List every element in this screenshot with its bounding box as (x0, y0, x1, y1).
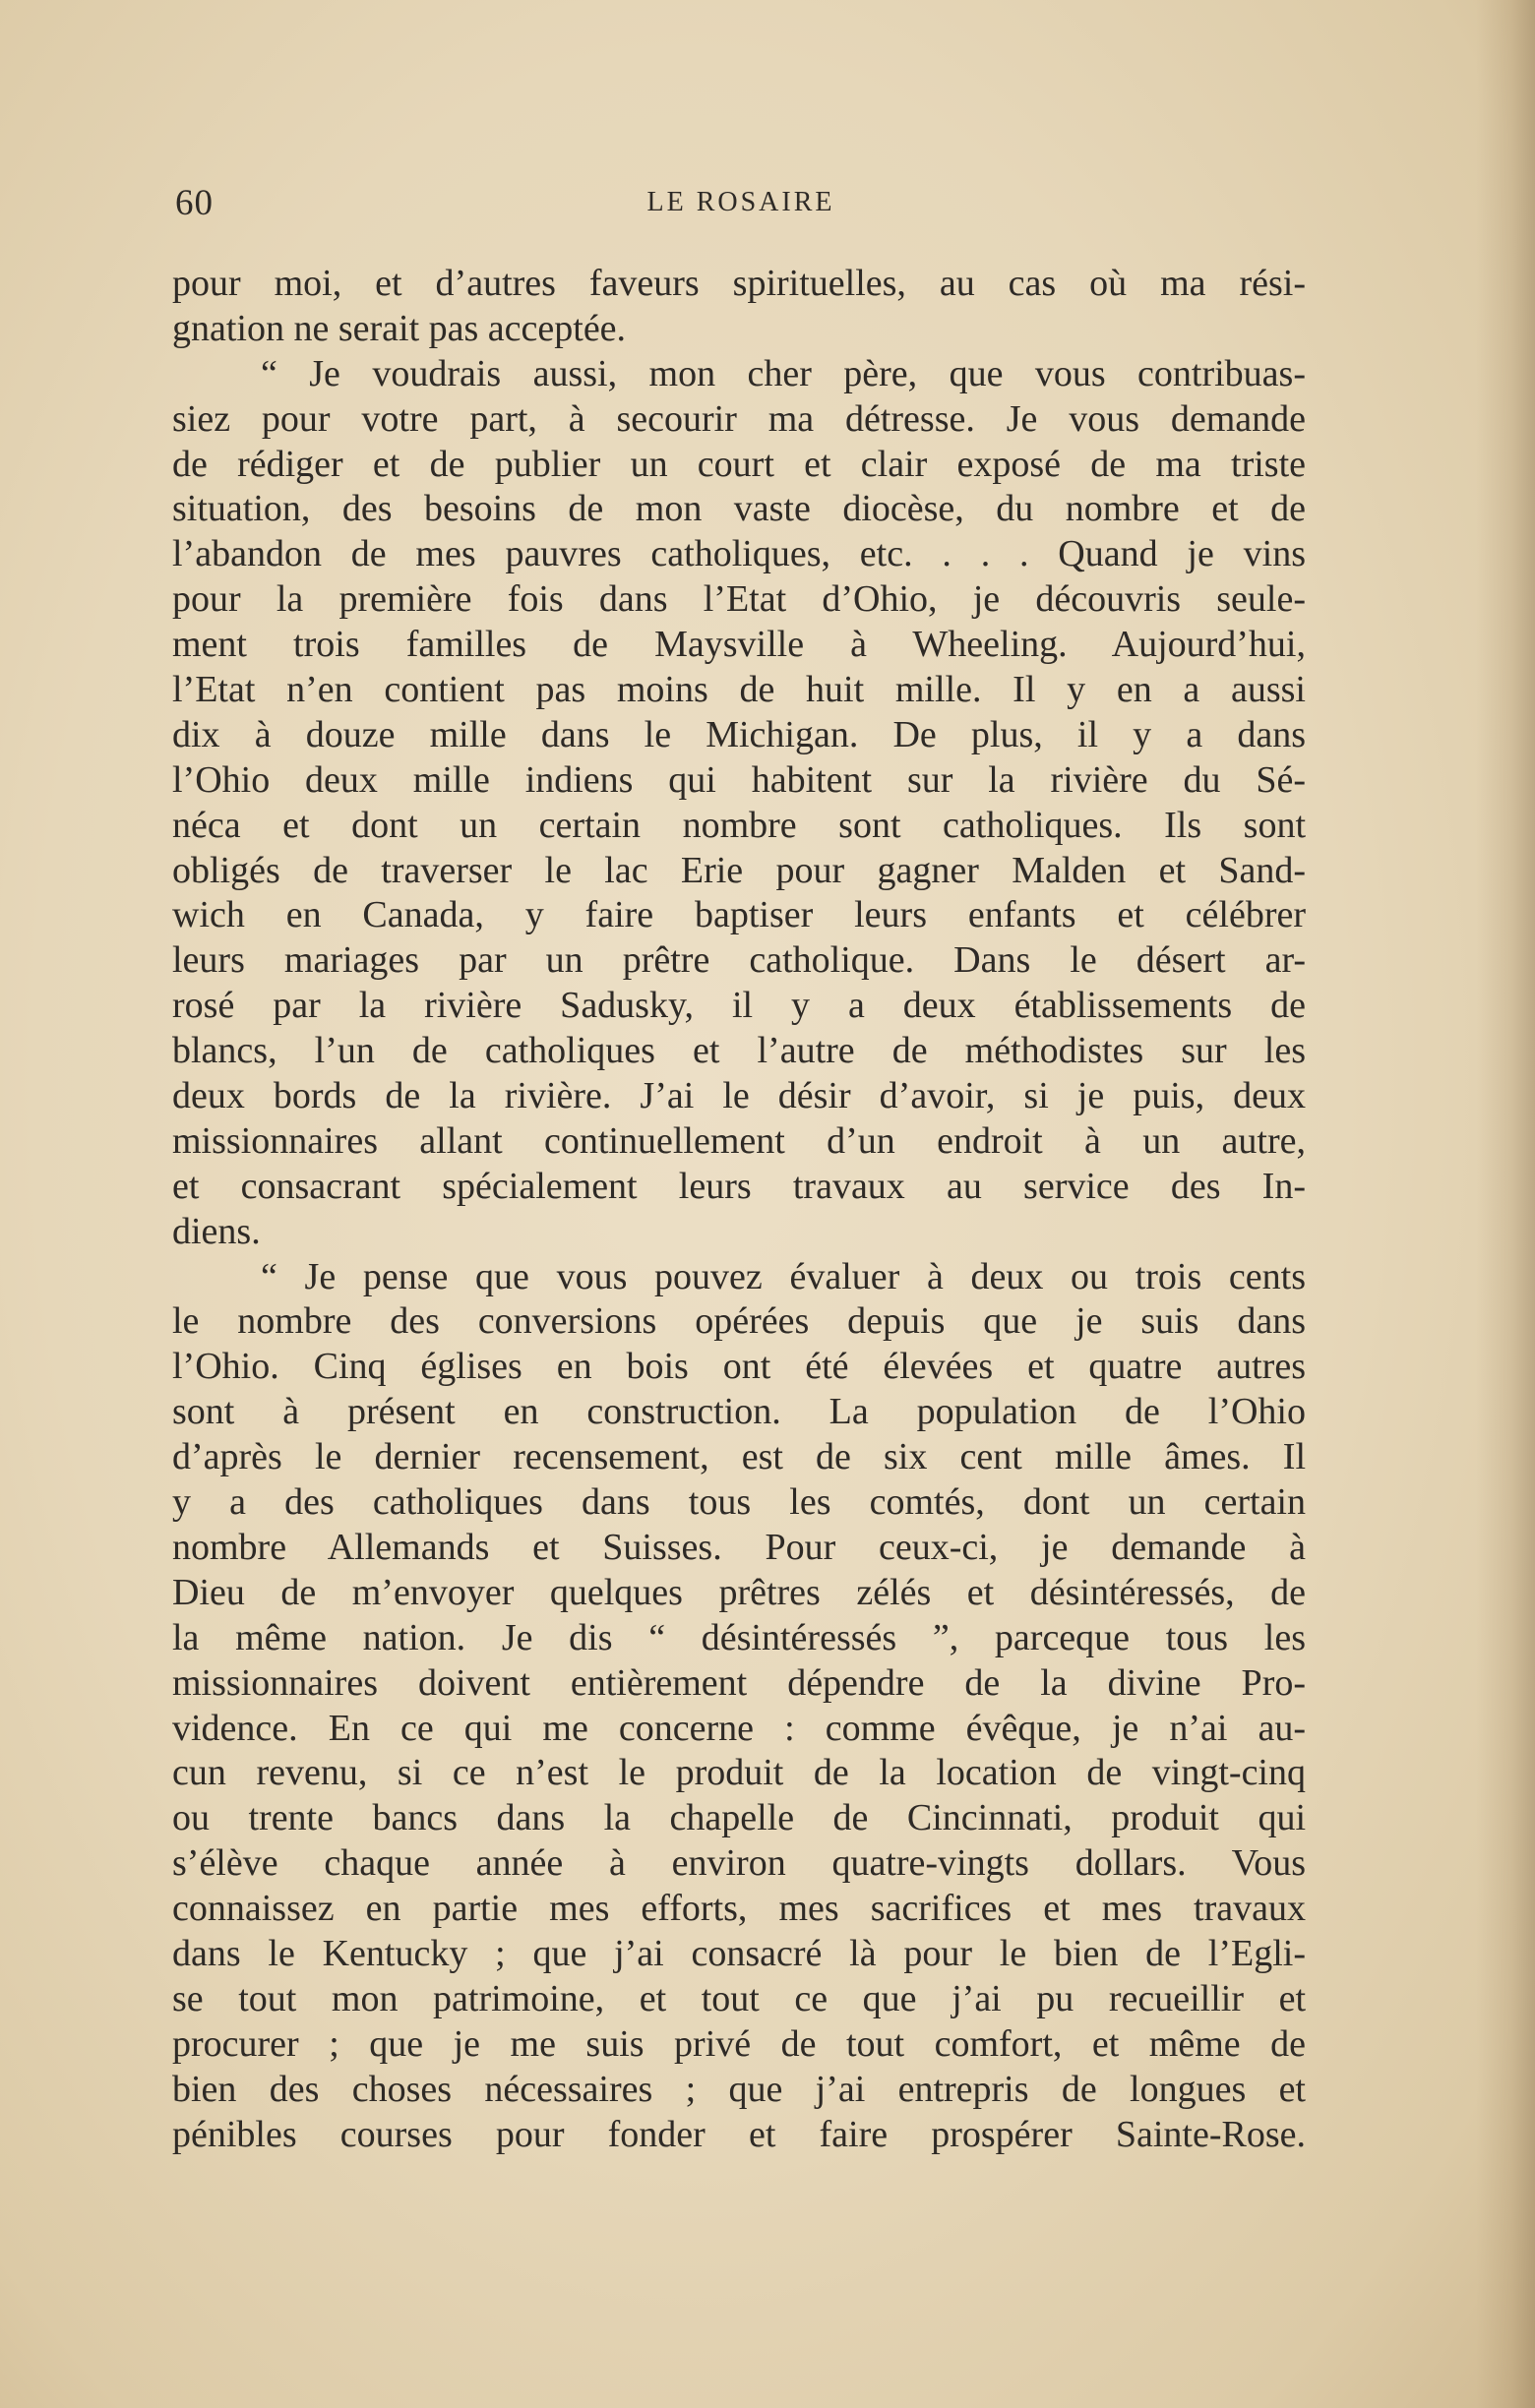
text-line: missionnaires doivent entièrement dépendre de la divine Pro- (172, 1661, 1306, 1704)
running-title: LE ROSAIRE (646, 187, 835, 217)
text-line: dix à douze mille dans le Michigan. De plus, il y a dans (172, 713, 1306, 755)
text-line: l’abandon de mes pauvres catholiques, etc. . . . Quand je vins (172, 533, 1306, 575)
text-line: vidence. En ce qui me concerne : comme évêque, je n’ai au- (172, 1707, 1306, 1749)
text-line: “ Je pense que vous pouvez évaluer à deux ou trois cents (261, 1255, 1306, 1297)
text-line: blancs, l’un de catholiques et l’autre de méthodistes sur les (172, 1030, 1306, 1072)
text-line: connaissez en partie mes efforts, mes sacrifices et mes travaux (172, 1888, 1306, 1930)
text-line: s’élève chaque année à environ quatre-vingts dollars. Vous (172, 1842, 1306, 1885)
text-line: leurs mariages par un prêtre catholique. Dans le désert ar- (172, 939, 1306, 982)
text-line: ou trente bancs dans la chapelle de Cincinnati, produit qui (172, 1797, 1306, 1839)
text-line: rosé par la rivière Sadusky, il y a deux établissements de (172, 985, 1306, 1027)
text-line: néca et dont un certain nombre sont catholiques. Ils sont (172, 804, 1306, 846)
text-line: de rédiger et de publier un court et clair exposé de ma triste (172, 443, 1306, 485)
text-line: “ Je voudrais aussi, mon cher père, que vous contribuas- (261, 352, 1306, 394)
text-line: et consacrant spécialement leurs travaux au service des In- (172, 1165, 1306, 1207)
text-line: Dieu de m’envoyer quelques prêtres zélés et désintéressés, de (172, 1571, 1306, 1613)
text-line: se tout mon patrimoine, et tout ce que j’ai pu recueillir et (172, 1977, 1306, 2019)
text-line: deux bords de la rivière. J’ai le désir d’avoir, si je puis, deux (172, 1075, 1306, 1117)
text-line: gnation ne serait pas acceptée. (172, 307, 627, 349)
text-line: cun revenu, si ce n’est le produit de la location de vingt-cinq (172, 1752, 1306, 1794)
text-line: obligés de traverser le lac Erie pour gagner Malden et Sand- (172, 849, 1306, 891)
text-line: situation, des besoins de mon vaste diocèse, du nombre et de (172, 488, 1306, 530)
text-line: l’Ohio deux mille indiens qui habitent sur la rivière du Sé- (172, 758, 1306, 801)
text-line: y a des catholiques dans tous les comtés, dont un certain (172, 1481, 1306, 1524)
text-line: le nombre des conversions opérées depuis que je suis dans (172, 1300, 1306, 1343)
text-line: diens. (172, 1210, 261, 1252)
text-line: dans le Kentucky ; que j’ai consacré là pour le bien de l’Egli- (172, 1932, 1306, 1974)
text-line: pénibles courses pour fonder et faire prospérer Sainte-Rose. (172, 2113, 1306, 2155)
text-line: bien des choses nécessaires ; que j’ai entrepris de longues et (172, 2068, 1306, 2110)
text-line: pour moi, et d’autres faveurs spirituelles, au cas où ma rési- (172, 263, 1306, 304)
text-line: l’Etat n’en contient pas moins de huit mille. Il y en a aussi (172, 669, 1306, 711)
text-line: ment trois familles de Maysville à Wheeling. Aujourd’hui, (172, 624, 1306, 666)
text-line: missionnaires allant continuellement d’un endroit à un autre, (172, 1119, 1306, 1162)
text-line: pour la première fois dans l’Etat d’Ohio, je découvris seule- (172, 578, 1306, 621)
text-line: d’après le dernier recensement, est de six cent mille âmes. Il (172, 1436, 1306, 1478)
page-number: 60 (175, 183, 214, 223)
text-line: siez pour votre part, à secourir ma détresse. Je vous demande (172, 397, 1306, 440)
text-line: nombre Allemands et Suisses. Pour ceux-ci, je demande à (172, 1526, 1306, 1568)
text-line: sont à présent en construction. La population de l’Ohio (172, 1391, 1306, 1433)
text-line: procurer ; que je me suis privé de tout comfort, et même de (172, 2022, 1306, 2065)
page-edge-shadow (1476, 0, 1535, 2408)
text-line: la même nation. Je dis “ désintéressés ”, parceque tous les (172, 1616, 1306, 1658)
body-text (172, 262, 1306, 2157)
text-line: l’Ohio. Cinq églises en bois ont été élevées et quatre autres (172, 1346, 1306, 1388)
text-line: wich en Canada, y faire baptiser leurs enfants et célébrer (172, 894, 1306, 936)
running-head (175, 177, 1307, 236)
